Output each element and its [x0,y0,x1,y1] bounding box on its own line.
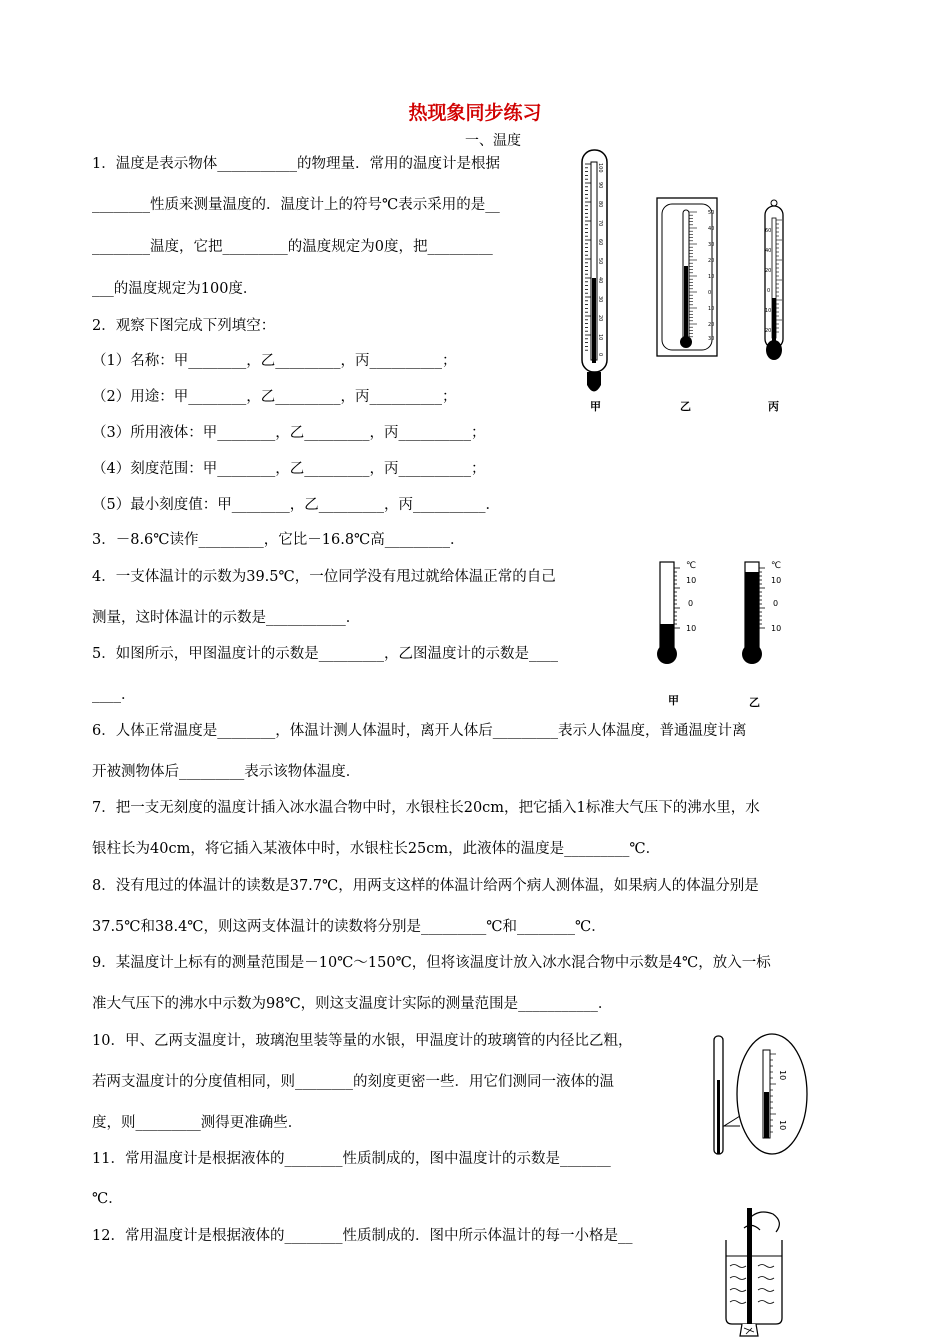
thermometer-bing [765,200,783,360]
q11-line-2: ℃． [92,1191,123,1207]
q2-line-3: （2）用途：甲________，乙_________，丙__________； [92,389,457,405]
q5-yi-scale: 10 [771,576,782,585]
q2-line-1: 2．观察下图完成下列填空： [92,318,276,334]
q2-line-6: （5）最小刻度值：甲________，乙_________，丙__________． [92,497,500,513]
q5-label-jia: 甲 [668,694,679,707]
jia-scale-label: 10 [597,334,603,341]
figure-q11-thermometer-callout [700,1030,810,1165]
q8-line-2: 37.5℃和38.4℃，则这两支体温计的读数将分别是_________℃和________℃． [92,919,606,935]
fig-q2-label-jia: 甲 [590,400,601,413]
q3-line-1: 3．－8.6℃读作_________，它比－16.8℃高_________． [92,532,465,548]
figure-q12-beaker [718,1200,808,1344]
q5-yi-scale: 10 [771,624,782,633]
yi-scale-label: 50 [708,210,715,216]
yi-scale-label: 10 [708,306,715,312]
q5-yi-scale: 0 [773,599,779,608]
thermometer-yi [657,198,717,356]
q5-thermometer-yi [742,561,781,664]
q5-label-yi: 乙 [749,696,760,709]
yi-scale-label: 40 [708,226,715,232]
jia-scale-label: 50 [597,258,603,265]
jia-scale-label: 100 [597,163,603,173]
jia-scale-label: 0 [597,353,603,357]
q5-jia-unit: ℃ [686,561,697,571]
q5-jia-scale: 10 [686,624,697,633]
q2-line-4: （3）所用液体：甲________，乙_________，丙__________； [92,425,486,441]
q11-scale-label: 10 [778,1070,787,1081]
q2-line-2: （1）名称：甲________，乙_________，丙__________； [92,353,457,369]
jia-scale-label: 70 [597,220,603,227]
jia-scale-label: 20 [597,315,603,322]
q1-line-3: ________温度，它把_________的温度规定为0度，把_________ [92,239,493,255]
q5-line-1: 5．如图所示，甲图温度计的示数是_________，乙图温度计的示数是____ [92,646,558,662]
q10-line-1: 10．甲、乙两支温度计，玻璃泡里装等量的水银，甲温度计的玻璃管的内径比乙粗， [92,1033,633,1049]
bing-scale-label: 0 [767,288,771,294]
q11-scale-label: 10 [778,1120,787,1131]
yi-scale-label: 30 [708,336,715,342]
bing-scale-label: 10 [765,308,772,314]
q12-line-1: 12．常用温度计是根据液体的________性质制成的．图中所示体温计的每一小格是__ [92,1228,633,1244]
figure-q5-thermometers [650,558,800,710]
q1-line-2: ________性质来测量温度的．温度计上的符号℃表示采用的是__ [92,197,500,213]
jia-scale-label: 30 [597,296,603,303]
jia-scale-label: 80 [597,201,603,208]
yi-scale-label: 10 [708,274,715,280]
q8-line-1: 8．没有甩过的体温计的读数是37.7℃，用两支这样的体温计给两个病人测体温，如果病人的体温分别是 [92,878,759,894]
yi-scale-label: 20 [708,258,715,264]
q1-line-4: ___的温度规定为100度． [92,281,258,297]
bing-scale-label: 20 [765,328,772,334]
q6-line-1: 6．人体正常温度是________，体温计测人体温时，离开人体后_________表示人体温度，普通温度计离 [92,723,747,739]
yi-scale-label: 20 [708,322,715,328]
jia-scale-label: 40 [597,277,603,284]
q5-line-2: ____． [92,687,136,703]
q5-jia-scale: 0 [688,599,694,608]
q5-jia-scale: 10 [686,576,697,585]
q10-line-2: 若两支温度计的分度值相同，则________的刻度更密一些．用它们测同一液体的温 [92,1074,614,1090]
page-title: 热现象同步练习 [408,102,542,124]
bing-scale-label: 40 [765,248,772,254]
yi-scale-label: 30 [708,242,715,248]
q5-yi-unit: ℃ [771,561,782,571]
q4-line-2: 测量，这时体温计的示数是___________． [92,610,361,626]
thermometer-jia [582,150,607,392]
q10-line-3: 度，则_________测得更准确些． [92,1115,303,1131]
fig-q2-label-yi: 乙 [680,400,691,413]
bing-scale-label: 60 [765,228,772,234]
q9-line-1: 9．某温度计上标有的测量范围是－10℃～150℃，但将该温度计放入冰水混合物中示数是4℃，放入一标 [92,955,771,971]
q5-thermometer-jia [657,561,696,664]
jia-scale-label: 60 [597,239,603,246]
q6-line-2: 开被测物体后_________表示该物体温度． [92,764,361,780]
q1-line-1: 1．温度是表示物体___________的物理量．常用的温度计是根据 [92,156,500,172]
q4-line-1: 4．一支体温计的示数为39.5℃，一位同学没有甩过就给体温正常的自己 [92,569,556,585]
q7-line-1: 7．把一支无刻度的温度计插入冰水温合物中时，水银柱长20cm，把它插入1标准大气压下的沸水里，水 [92,800,760,816]
q11-line-1: 11．常用温度计是根据液体的________性质制成的，图中温度计的示数是_______ [92,1151,611,1167]
q7-line-2: 银柱长为40cm，将它插入某液体中时，水银柱长25cm，此液体的温度是_________℃． [92,841,661,857]
figure-q2-thermometers [572,148,802,416]
fig-q2-label-bing: 丙 [768,400,779,413]
yi-scale-label: 0 [708,290,712,296]
jia-scale-label: 90 [597,182,603,189]
bing-scale-label: 20 [765,268,772,274]
q9-line-2: 准大气压下的沸水中示数为98℃，则这支温度计实际的测量范围是___________． [92,996,613,1012]
section-heading: 一、温度 [465,133,521,149]
q2-line-5: （4）刻度范围：甲________，乙_________，丙__________； [92,461,486,477]
